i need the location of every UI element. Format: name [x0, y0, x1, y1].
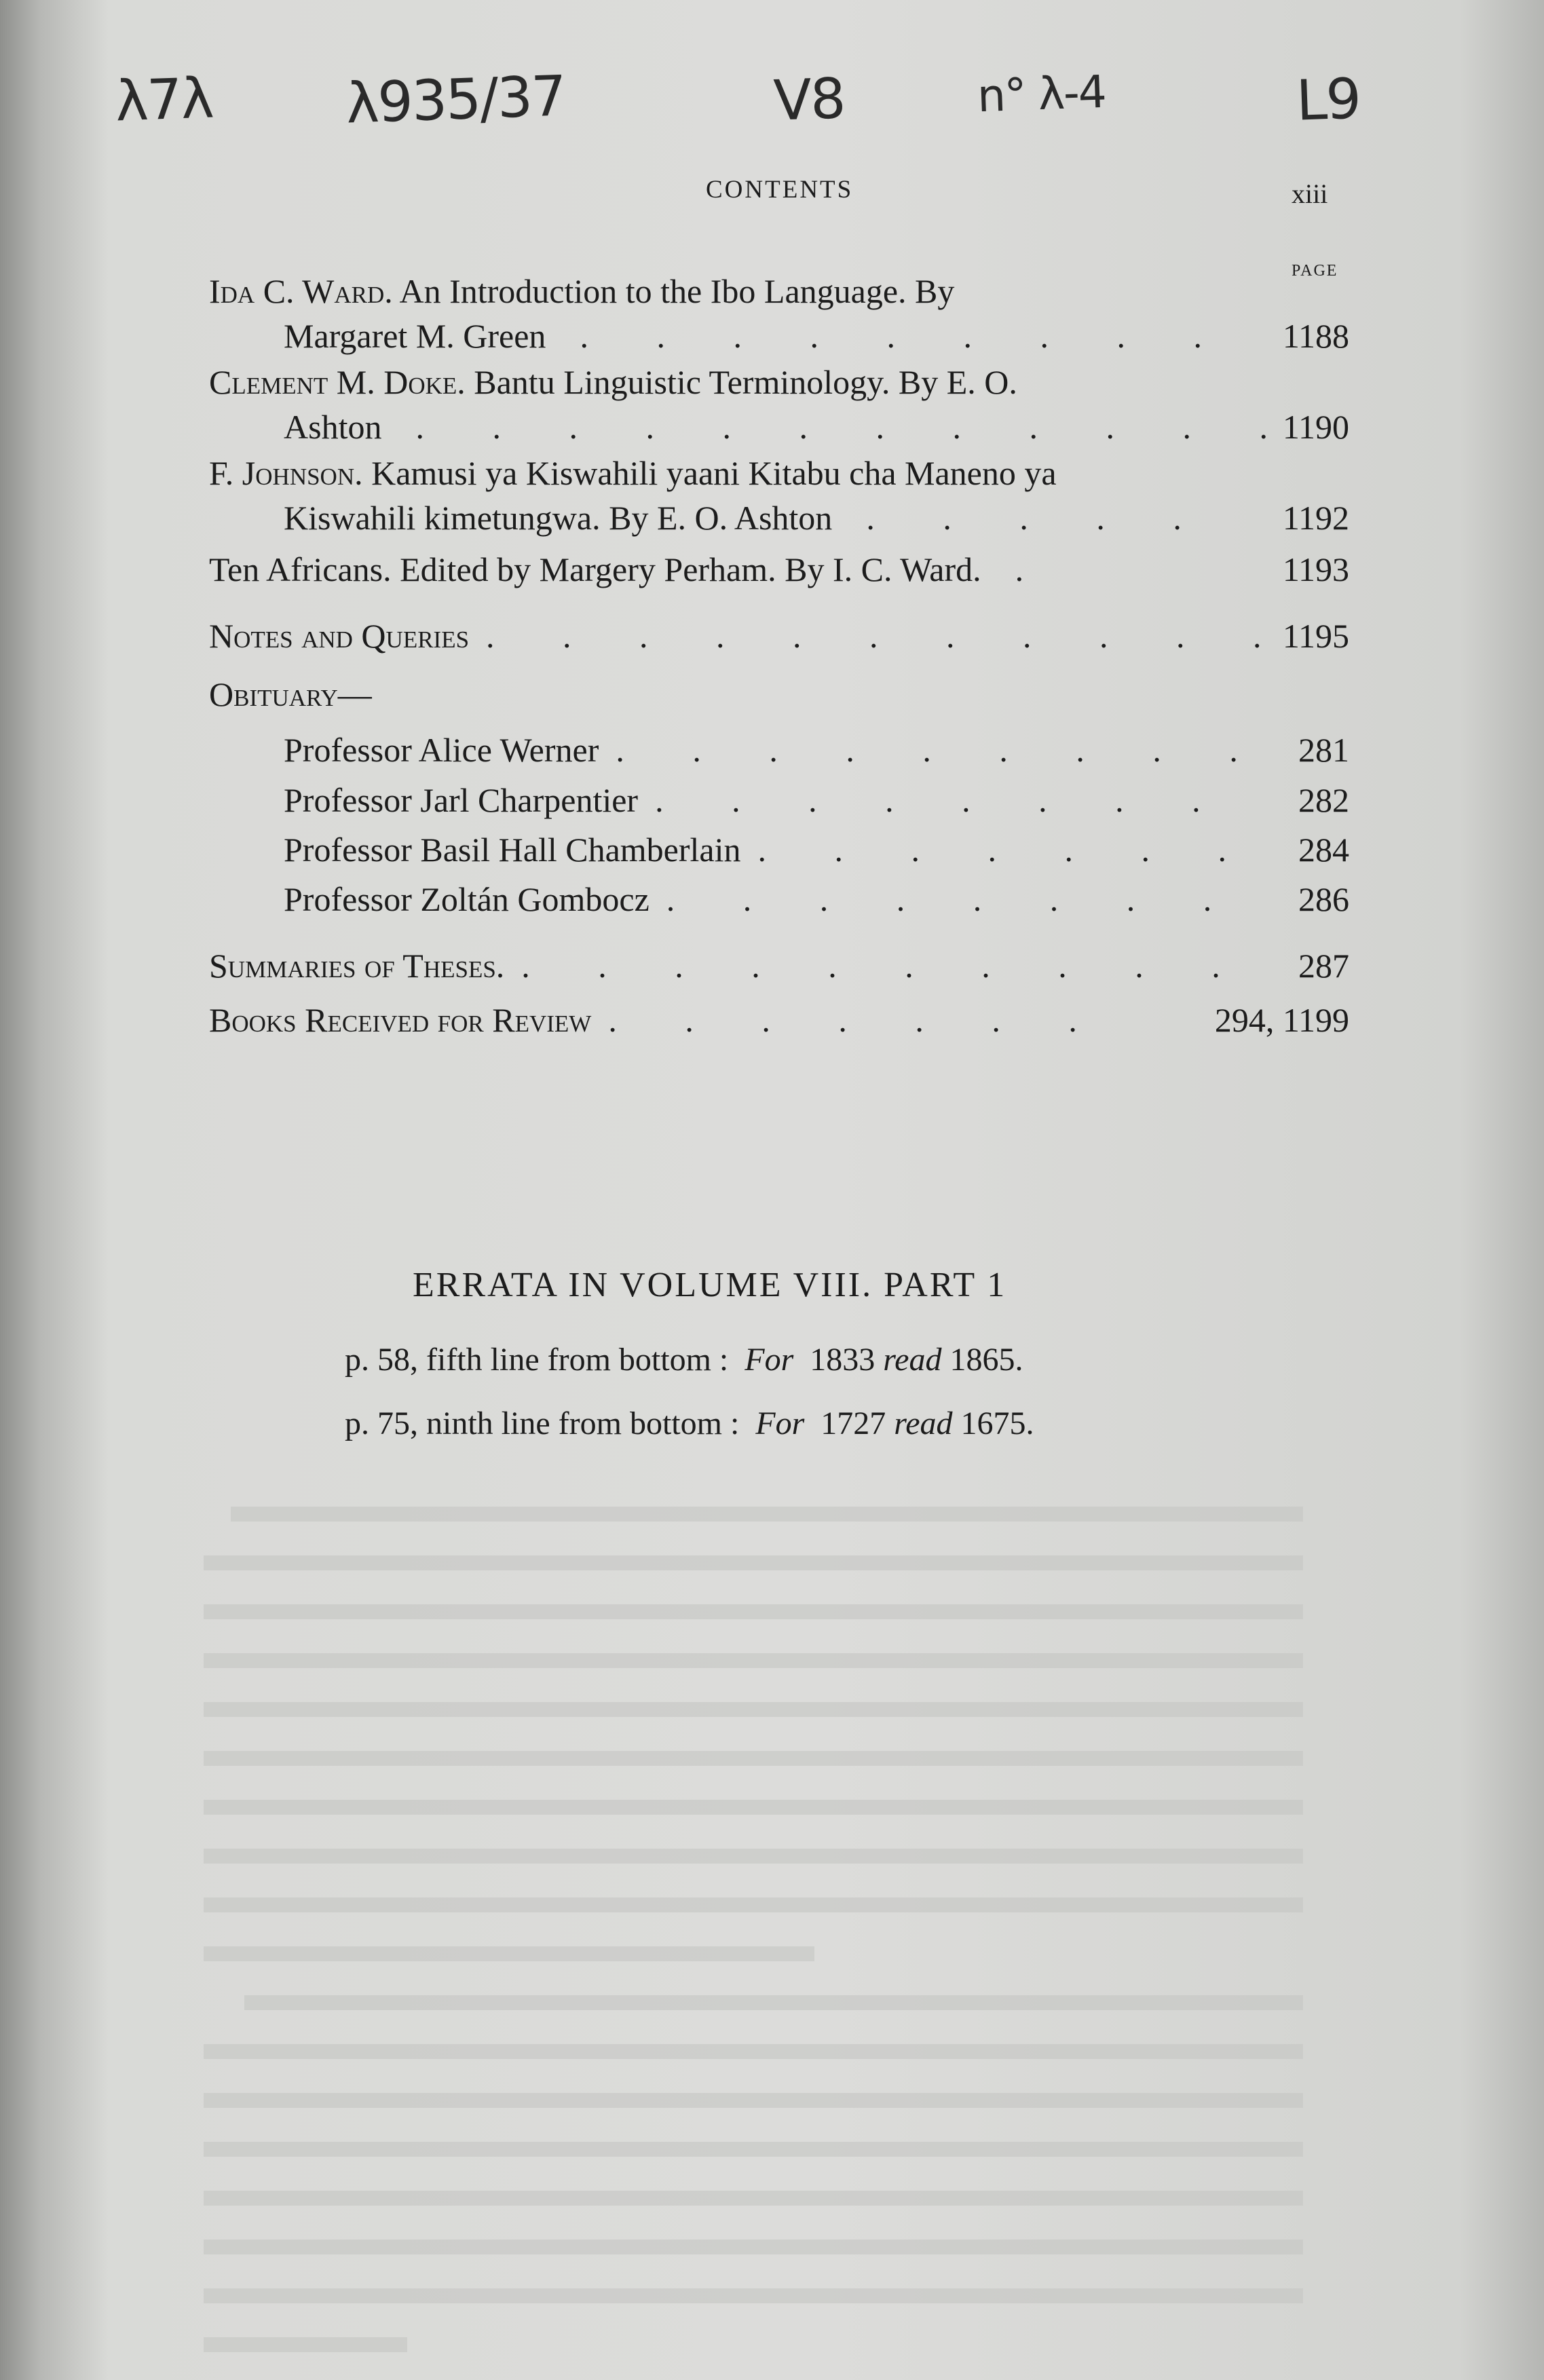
handwritten-note: λ935/37	[345, 64, 567, 136]
handwritten-note: V8	[772, 67, 846, 134]
entry-title: Ten Africans. Edited by Margery Perham. By I. C. Ward.	[209, 550, 981, 588]
errata-read-label: read	[894, 1405, 953, 1441]
errata-heading: ERRATA IN VOLUME VIII. PART 1	[413, 1266, 1007, 1304]
obituary-page: 281	[1298, 731, 1349, 769]
leader-dots: . . . . . . . . .	[580, 317, 1232, 355]
contents-entry	[209, 360, 1349, 449]
errata-for-label: For	[745, 1342, 794, 1378]
obituary-item	[284, 728, 1349, 772]
leader-dots: . . . . . . . . . . . .	[415, 408, 1298, 446]
running-head: CONTENTS	[706, 176, 854, 204]
leader-dots: . . . . . . . .	[666, 880, 1242, 918]
handwritten-note: n° λ-4	[976, 65, 1106, 123]
entry-title-cont: Ashton	[284, 408, 382, 446]
contents-section	[209, 672, 1349, 717]
handwritten-note: L9	[1295, 67, 1361, 134]
obituary-name: Professor Basil Hall Chamberlain	[284, 831, 741, 869]
section-label: Obituary—	[209, 675, 372, 713]
errata-read-label: read	[883, 1342, 942, 1378]
contents-entry	[209, 451, 1349, 540]
leader-dots: . . . . . . . . .	[616, 731, 1268, 769]
page-folio: xiii	[1292, 178, 1328, 209]
errata-for-label: For	[755, 1405, 805, 1441]
section-label: Books Received for Review	[209, 1001, 592, 1039]
entry-page: 1193	[1282, 550, 1349, 588]
contents-section	[209, 943, 1349, 988]
section-page: 294, 1199	[1214, 1001, 1349, 1039]
errata-line	[345, 1405, 1034, 1442]
contents-entry	[209, 547, 1349, 592]
page-column-label: PAGE	[1292, 262, 1338, 280]
handwritten-note: λ7λ	[114, 66, 214, 134]
entry-author: Ida C. Ward.	[209, 272, 393, 310]
entry-page: 1188	[1282, 317, 1349, 355]
leader-dots: . . . . . . . . . . .	[486, 617, 1292, 655]
errata-reference: p. 58, fifth line from bottom :	[345, 1342, 729, 1378]
errata-wrong-value: 1727	[821, 1405, 886, 1441]
entry-page: 1192	[1282, 499, 1349, 537]
leader-dots: .	[1015, 550, 1054, 588]
entry-author: Clement M. Doke.	[209, 363, 466, 401]
errata-correct-value: 1675.	[960, 1405, 1034, 1441]
section-label: Notes and Queries	[209, 617, 470, 655]
entry-title-cont: Margaret M. Green	[284, 317, 546, 355]
obituary-page: 284	[1298, 831, 1349, 869]
obituary-name: Professor Zoltán Gombocz	[284, 880, 649, 918]
errata-reference: p. 75, ninth line from bottom :	[345, 1405, 740, 1441]
bleed-through-texture	[204, 1479, 1330, 2362]
obituary-item	[284, 877, 1349, 922]
entry-title: Bantu Linguistic Terminology. By E. O.	[474, 363, 1017, 401]
obituary-item	[284, 778, 1349, 823]
entry-page: 1190	[1282, 408, 1349, 446]
leader-dots: . . . . .	[866, 499, 1211, 537]
leader-dots: . . . . . . .	[608, 1001, 1107, 1039]
contents-entry	[209, 269, 1349, 358]
errata-wrong-value: 1833	[810, 1342, 875, 1378]
leader-dots: . . . . . . .	[757, 831, 1256, 869]
obituary-item	[284, 827, 1349, 872]
obituary-name: Professor Alice Werner	[284, 731, 599, 769]
errata-line	[345, 1341, 1023, 1378]
entry-author: F. Johnson.	[209, 454, 363, 492]
section-page: 1195	[1282, 617, 1349, 655]
section-label: Summaries of Theses.	[209, 947, 505, 985]
errata-correct-value: 1865.	[949, 1342, 1023, 1378]
section-page: 287	[1298, 947, 1349, 985]
leader-dots: . . . . . . . .	[655, 781, 1230, 819]
contents-section	[209, 998, 1349, 1042]
contents-section	[209, 613, 1349, 658]
obituary-name: Professor Jarl Charpentier	[284, 781, 639, 819]
bleed-through-lines	[204, 1479, 1330, 2362]
entry-title: An Introduction to the Ibo Language. By	[399, 272, 955, 310]
obituary-page: 282	[1298, 781, 1349, 819]
entry-title: Kamusi ya Kiswahili yaani Kitabu cha Maneno ya	[371, 454, 1057, 492]
entry-title-cont: Kiswahili kimetungwa. By E. O. Ashton	[284, 499, 833, 537]
leader-dots: . . . . . . . . . .	[521, 947, 1250, 985]
obituary-page: 286	[1298, 880, 1349, 918]
